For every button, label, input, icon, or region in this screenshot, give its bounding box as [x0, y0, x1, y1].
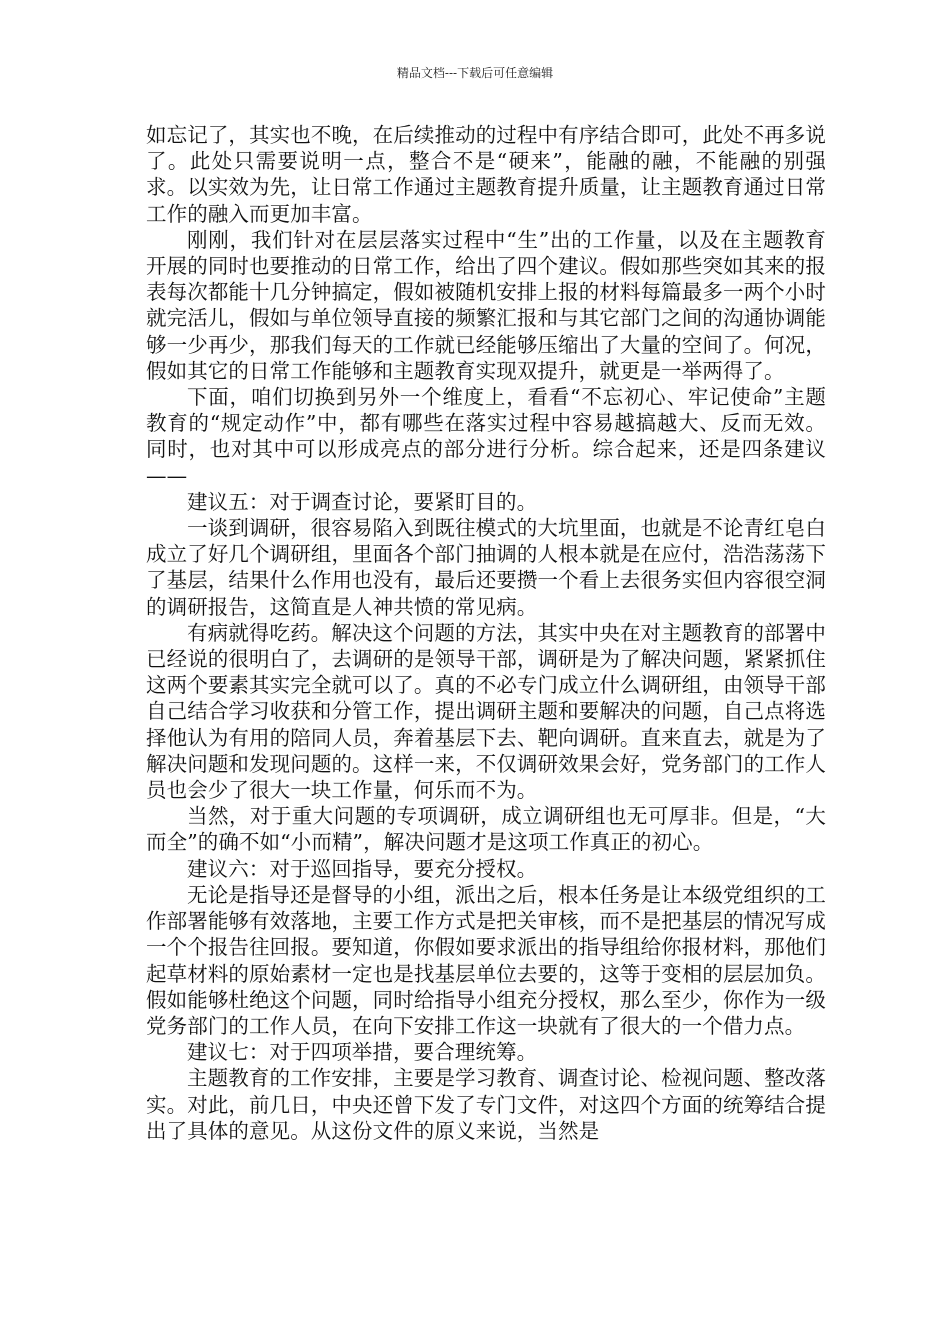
- paragraph: 当然，对于重大问题的专项调研，成立调研组也无可厚非。但是，“大而全”的确不如“小而精”，解决问题才是这项工作真正的初心。: [146, 804, 826, 855]
- paragraph: 一谈到调研，很容易陷入到既往模式的大坑里面，也就是不论青红皂白成立了好几个调研组，里面各个部门抽调的人根本就是在应付，浩浩荡荡下了基层，结果什么作用也没有，最后还要攒一个看上去很务实但内容很空洞的调研报告，这简直是人神共愤的常见病。: [146, 516, 826, 619]
- document-body: [146, 122, 826, 1144]
- paragraph: 下面，咱们切换到另外一个维度上，看看“不忘初心、牢记使命”主题教育的“规定动作”中，都有哪些在落实过程中容易越搞越大、反而无效。同时，也对其中可以形成亮点的部分进行分析。综合起来，还是四条建议——: [146, 385, 826, 488]
- paragraph: 无论是指导还是督导的小组，派出之后，根本任务是让本级党组织的工作部署能够有效落地，主要工作方式是把关审核，而不是把基层的情况写成一个个报告往回报。要知道，你假如要求派出的指导组给你报材料，那他们起草材料的原始素材一定也是找基层单位去要的，这等于变相的层层加负。假如能够杜绝这个问题，同时给指导小组充分授权，那么至少，你作为一级党务部门的工作人员，在向下安排工作这一块就有了很大的一个借力点。: [146, 882, 826, 1038]
- section-heading: 建议六：对于巡回指导，要充分授权。: [187, 856, 538, 881]
- paragraph: 有病就得吃药。解决这个问题的方法，其实中央在对主题教育的部署中已经说的很明白了，去调研的是领导干部，调研是为了解决问题，紧紧抓住这两个要素其实完全就可以了。真的不必专门成立什么调研组，由领导干部自己结合学习收获和分管工作，提出调研主题和要解决的问题，自己点将选择他认为有用的陪同人员，奔着基层下去、靶向调研。直来直去，就是为了解决问题和发现问题的。这样一来，不仅调研效果会好，党务部门的工作人员也会少了很大一块工作量，何乐而不为。: [146, 620, 826, 803]
- paragraph: 如忘记了，其实也不晚，在后续推动的过程中有序结合即可，此处不再多说了。此处只需要说明一点，整合不是“硬来”，能融的融，不能融的别强求。以实效为先，让日常工作通过主题教育提升质量，让主题教育通过日常工作的融入而更加丰富。: [146, 123, 826, 226]
- page-header: 精品文档---下载后可任意编辑: [396, 66, 554, 80]
- paragraph: 刚刚，我们针对在层层落实过程中“生”出的工作量，以及在主题教育开展的同时也要推动的日常工作，给出了四个建议。假如那些突如其来的报表每次都能十几分钟搞定，假如被随机安排上报的材料每篇最多一两个小时就完活儿，假如与单位领导直接的频繁汇报和与其它部门之间的沟通协调能够一少再少，那我们每天的工作就已经能够压缩出了大量的空间了。何况，假如其它的日常工作能够和主题教育实现双提升，就更是一举两得了。: [146, 227, 826, 383]
- paragraph: 主题教育的工作安排，主要是学习教育、调查讨论、检视问题、整改落实。对此，前几日，中央还曾下发了专门文件，对这四个方面的统筹结合提出了具体的意见。从这份文件的原义来说，当然是: [146, 1066, 826, 1143]
- section-heading: 建议七：对于四项举措，要合理统筹。: [187, 1040, 538, 1065]
- section-heading: 建议五：对于调查讨论，要紧盯目的。: [187, 489, 538, 514]
